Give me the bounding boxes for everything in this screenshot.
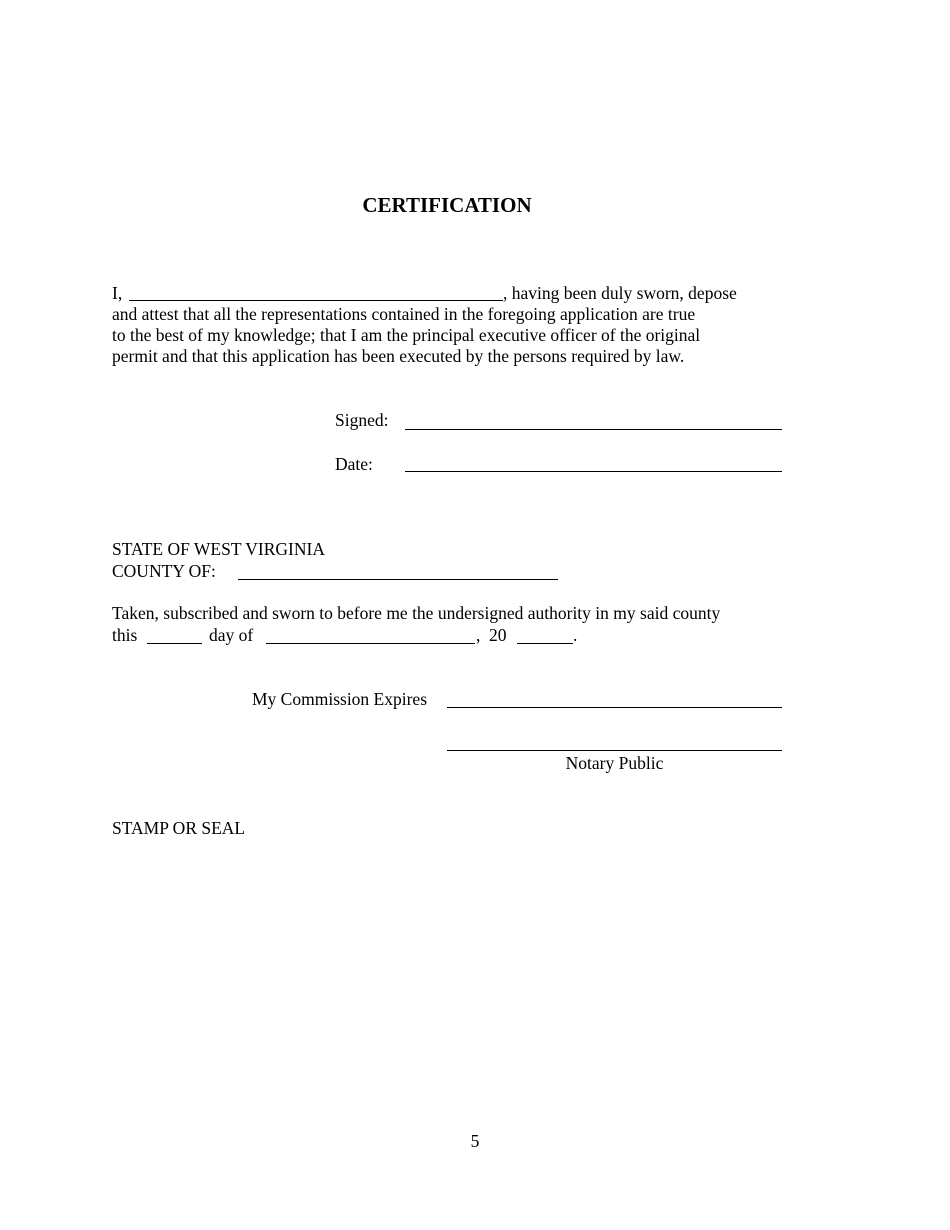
commission-expires-label: My Commission Expires (252, 689, 428, 709)
signed-label: Signed: (335, 410, 389, 430)
attestant-name-field[interactable] (129, 300, 503, 301)
oath-line1: Taken, subscribed and sworn to before me the undersigned authority in my said county (112, 603, 721, 623)
county-field[interactable] (238, 579, 558, 580)
date-label: Date: (335, 454, 373, 474)
attestation-line3: to the best of my knowledge; that I am the principal executive officer of the original (112, 325, 701, 345)
county-label: COUNTY OF: (112, 561, 216, 581)
oath-month-field[interactable] (266, 643, 475, 644)
oath-year-field[interactable] (517, 643, 573, 644)
signature-field[interactable] (405, 429, 782, 430)
oath-period: . (573, 625, 578, 645)
stamp-or-seal-label: STAMP OR SEAL (112, 818, 246, 838)
notary-public-label: Notary Public (565, 753, 664, 773)
page-title: CERTIFICATION (362, 193, 532, 217)
attestation-line1-suffix: , having been duly sworn, depose (503, 283, 737, 303)
oath-day-of-label: day of (209, 625, 254, 645)
oath-year-prefix: 20 (489, 625, 507, 645)
oath-this-label: this (112, 625, 138, 645)
page-number: 5 (470, 1131, 480, 1151)
date-field[interactable] (405, 471, 782, 472)
attestation-prefix: I, (112, 283, 123, 303)
oath-comma: , (476, 625, 481, 645)
state-label: STATE OF WEST VIRGINIA (112, 539, 325, 559)
commission-expires-field[interactable] (447, 707, 782, 708)
attestation-line4: permit and that this application has been executed by the persons required by law. (112, 346, 685, 366)
notary-signature-field[interactable] (447, 750, 782, 751)
oath-day-field[interactable] (147, 643, 202, 644)
attestation-line2: and attest that all the representations contained in the foregoing application are true (112, 304, 696, 324)
